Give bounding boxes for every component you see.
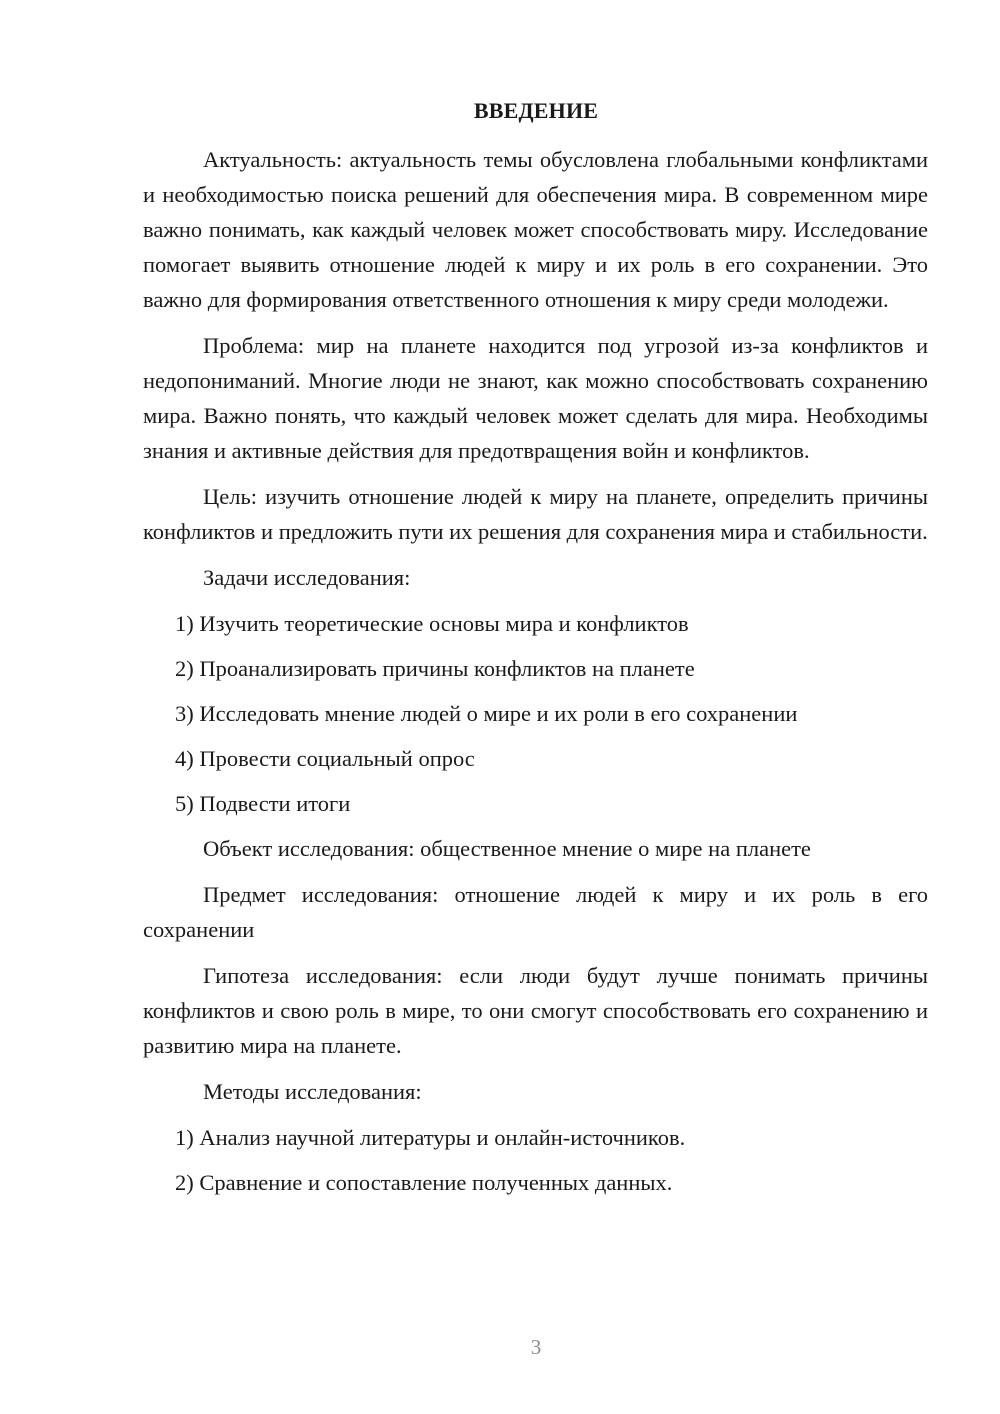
task-item: 1) Изучить теоретические основы мира и конфликтов — [175, 611, 689, 636]
task-item: 5) Подвести итоги — [175, 791, 351, 816]
task-item: 4) Провести социальный опрос — [175, 746, 475, 771]
page-number: 3 — [530, 1335, 542, 1359]
paragraph-relevance: Актуальность: актуальность темы обусловлена глобальными конфликтами и необходимостью поиска решений для обеспечения мира. В современном мире важно понимать, как каждый человек может способствовать миру. Исследование помогает выявить отношение людей к миру и их роль в его сохранении. Это важно для формирования ответственного отношения к миру среди молодежи. — [143, 147, 928, 312]
tasks-heading: Задачи исследования: — [203, 565, 411, 590]
tasks-list — [143, 606, 928, 821]
paragraph-object: Объект исследования: общественное мнение о мире на планете — [203, 836, 811, 861]
task-item: 2) Проанализировать причины конфликтов на планете — [175, 656, 695, 681]
methods-list — [143, 1120, 928, 1200]
paragraph-hypothesis: Гипотеза исследования: если люди будут лучше понимать причины конфликтов и свою роль в мире, то они смогут способствовать его сохранению и развитию мира на планете. — [143, 963, 928, 1058]
task-item: 3) Исследовать мнение людей о мире и их роли в его сохранении — [175, 701, 798, 726]
paragraph-goal: Цель: изучить отношение людей к миру на планете, определить причины конфликтов и предложить пути их решения для сохранения мира и стабильности. — [143, 484, 928, 544]
document-body — [143, 142, 928, 1210]
paragraph-problem: Проблема: мир на планете находится под угрозой из-за конфликтов и недопониманий. Многие люди не знают, как можно способствовать сохранению мира. Важно понять, что каждый человек может сделать для мира. Необходимы знания и активные действия для предотвращения войн и конфликтов. — [143, 333, 928, 463]
method-item: 1) Анализ научной литературы и онлайн-источников. — [175, 1125, 686, 1150]
section-title: ВВЕДЕНИЕ — [473, 98, 599, 123]
method-item: 2) Сравнение и сопоставление полученных данных. — [175, 1170, 673, 1195]
paragraph-subject: Предмет исследования: отношение людей к миру и их роль в его сохранении — [143, 882, 928, 942]
methods-heading: Методы исследования: — [203, 1079, 422, 1104]
